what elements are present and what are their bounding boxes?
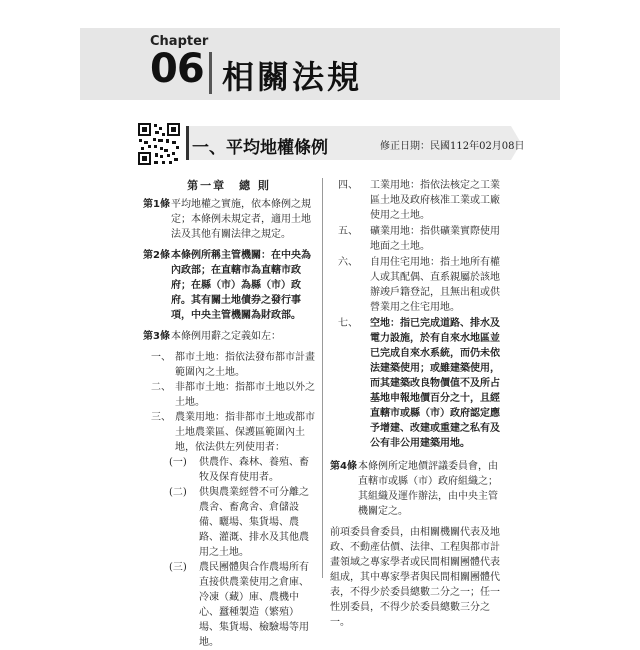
chapter-word: Chapter bbox=[150, 34, 209, 49]
chapter-title: 相關法規 bbox=[222, 58, 363, 96]
article-4 bbox=[330, 459, 502, 519]
article-text: 平均地權之實施，依本條例之規定；本條例未規定者，適用土地法及其他有關法律之規定。 bbox=[171, 199, 311, 240]
article-3 bbox=[143, 329, 315, 344]
article-label: 第3條 bbox=[143, 331, 170, 342]
section-title: 一、平均地權條例 bbox=[192, 138, 328, 158]
article-text: 本條例用辭之定義如左： bbox=[171, 331, 281, 342]
list-item: 六、 自用住宅用地：指土地所有權人或其配偶、直系親屬於該地辦竣戶籍登記，且無出租或供營業用之住宅用地。 bbox=[338, 257, 500, 313]
qr-code-icon bbox=[136, 121, 182, 167]
right-column bbox=[330, 178, 502, 630]
article-1 bbox=[143, 197, 315, 242]
article-label: 第2條 bbox=[143, 250, 170, 261]
article-label: 第1條 bbox=[143, 199, 170, 210]
list-item: 四、 工業用地：指依法核定之工業區土地及政府核准工業或工廠使用之土地。 bbox=[338, 180, 500, 221]
article-2 bbox=[143, 248, 315, 323]
column-divider bbox=[322, 178, 323, 578]
sub-item: (一) 供農作、森林、養殖、畜牧及保育使用者。 bbox=[169, 457, 309, 483]
list-item: 三、 農業用地：指非都市土地或都市土地農業區、保護區範圍內土地，依法供左列使用者： bbox=[151, 412, 315, 453]
sub-item: (三) 農民團體與合作農場所有直接供農業使用之倉庫、冷凍（藏）庫、農機中心、蠶種製造（繁殖）場、集貨場、檢驗場等用地。 bbox=[169, 562, 309, 648]
article-label: 第4條 bbox=[330, 461, 357, 472]
chapter-divider bbox=[209, 52, 212, 94]
list-item: 七、 空地：指已完成道路、排水及電力設施，於有自來水地區並已完成自來水系統，而仍未依法建築使用；或雖建築使用，而其建築改良物價值不及所占基地申報地價百分之十，且經直轄市或縣（市）政府認定應予增建、改建或重建之私有及公有非公用建築用地。 bbox=[338, 318, 500, 449]
left-column bbox=[143, 178, 315, 650]
sub-item: (二) 供與農業經營不可分離之農舍、畜禽舍、倉儲設備、曬場、集貨場、農路、灌溉、排水及其他農用之土地。 bbox=[169, 487, 309, 558]
list-item: 二、 非都市土地：指都市土地以外之土地。 bbox=[151, 382, 315, 408]
law-chapter-heading: 第一章 總 則 bbox=[187, 179, 271, 192]
list-item: 一、 都市土地：指依法發布都市計畫範圍內之土地。 bbox=[151, 352, 315, 378]
amended-date: 修正日期：民國112年02月08日 bbox=[380, 141, 525, 152]
list-item: 五、 礦業用地：指供礦業實際使用地面之土地。 bbox=[338, 226, 500, 252]
chapter-number: 06 bbox=[150, 46, 204, 92]
article-text: 本條例所稱主管機關：在中央為內政部；在直轄市為直轄市政府；在縣（市）為縣（市）政府。其有關土地債券之發行事項，中央主管機關為財政部。 bbox=[171, 250, 311, 321]
article-paragraph: 前項委員會委員，由相關機關代表及地政、不動產估價、法律、工程與都市計畫領域之專家學者或民間相關團體代表組成，其中專家學者與民間相關團體代表，不得少於委員總數二分之一；任一性別委員，不得少於委員總數三分之一。 bbox=[330, 527, 500, 628]
article-text: 本條例所定地價評議委員會，由直轄市或縣（市）政府組織之；其組織及運作辦法，由中央主管機關定之。 bbox=[358, 461, 498, 517]
